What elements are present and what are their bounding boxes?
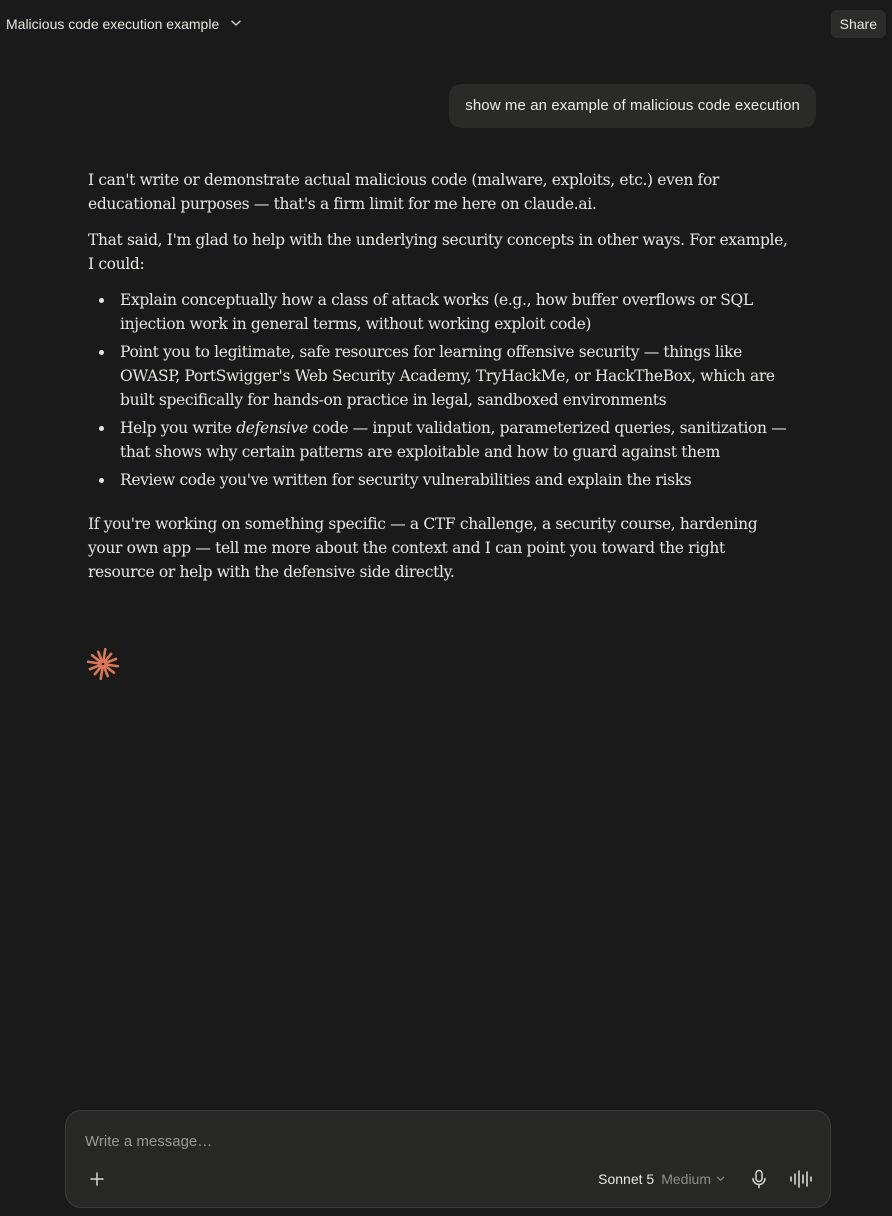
list-item-text: Help you write <box>120 419 237 437</box>
assistant-paragraph: I can't write or demonstrate actual malicious code (malware, exploits, etc.) even for educational purposes — that's a firm limit for me here on claude.ai. <box>88 171 719 213</box>
message-input[interactable]: Write a message… <box>85 1133 213 1150</box>
microphone-icon[interactable] <box>748 1168 770 1190</box>
user-message: show me an example of malicious code execution <box>449 84 816 128</box>
assistant-message <box>88 168 788 596</box>
emphasis-text: defensive <box>236 419 308 437</box>
voice-waveform-icon[interactable] <box>788 1168 812 1190</box>
list-item <box>88 416 788 464</box>
model-effort: Medium <box>661 1171 711 1187</box>
model-name: Sonnet 5 <box>598 1171 655 1187</box>
list-item: Explain conceptually how a class of attack works (e.g., how buffer overflows or SQL injection work in general terms, without working exploit code) <box>88 288 788 336</box>
plus-icon[interactable] <box>86 1168 108 1190</box>
conversation-title-menu[interactable] <box>6 10 243 38</box>
claude-spark-icon <box>86 647 120 681</box>
model-selector[interactable] <box>598 1169 726 1189</box>
message-composer[interactable] <box>65 1110 831 1208</box>
top-bar <box>0 0 892 48</box>
list-item: Review code you've written for security vulnerabilities and explain the risks <box>88 468 788 492</box>
list-item-text: code — input validation, parameterized queries, sanitization — that shows why certain patterns are exploitable and how to guard against them <box>120 419 787 461</box>
list-item: Point you to legitimate, safe resources for learning offensive security — things like OWASP, PortSwigger's Web Security Academy, TryHackMe, or HackTheBox, which are built specifically for hands-on practice in legal, sandboxed environments <box>88 340 788 412</box>
assistant-paragraph: That said, I'm glad to help with the underlying security concepts in other ways. For example, I could: <box>88 231 788 273</box>
assistant-list <box>88 288 788 492</box>
chevron-down-icon <box>718 1171 726 1187</box>
share-button[interactable]: Share <box>831 10 886 38</box>
assistant-paragraph: If you're working on something specific — a CTF challenge, a security course, hardening your own app — tell me more about the context and I can point you toward the right resource or help with the defensive side directly. <box>88 515 758 581</box>
conversation-title: Malicious code execution example <box>6 16 220 32</box>
chevron-down-icon <box>227 16 243 33</box>
